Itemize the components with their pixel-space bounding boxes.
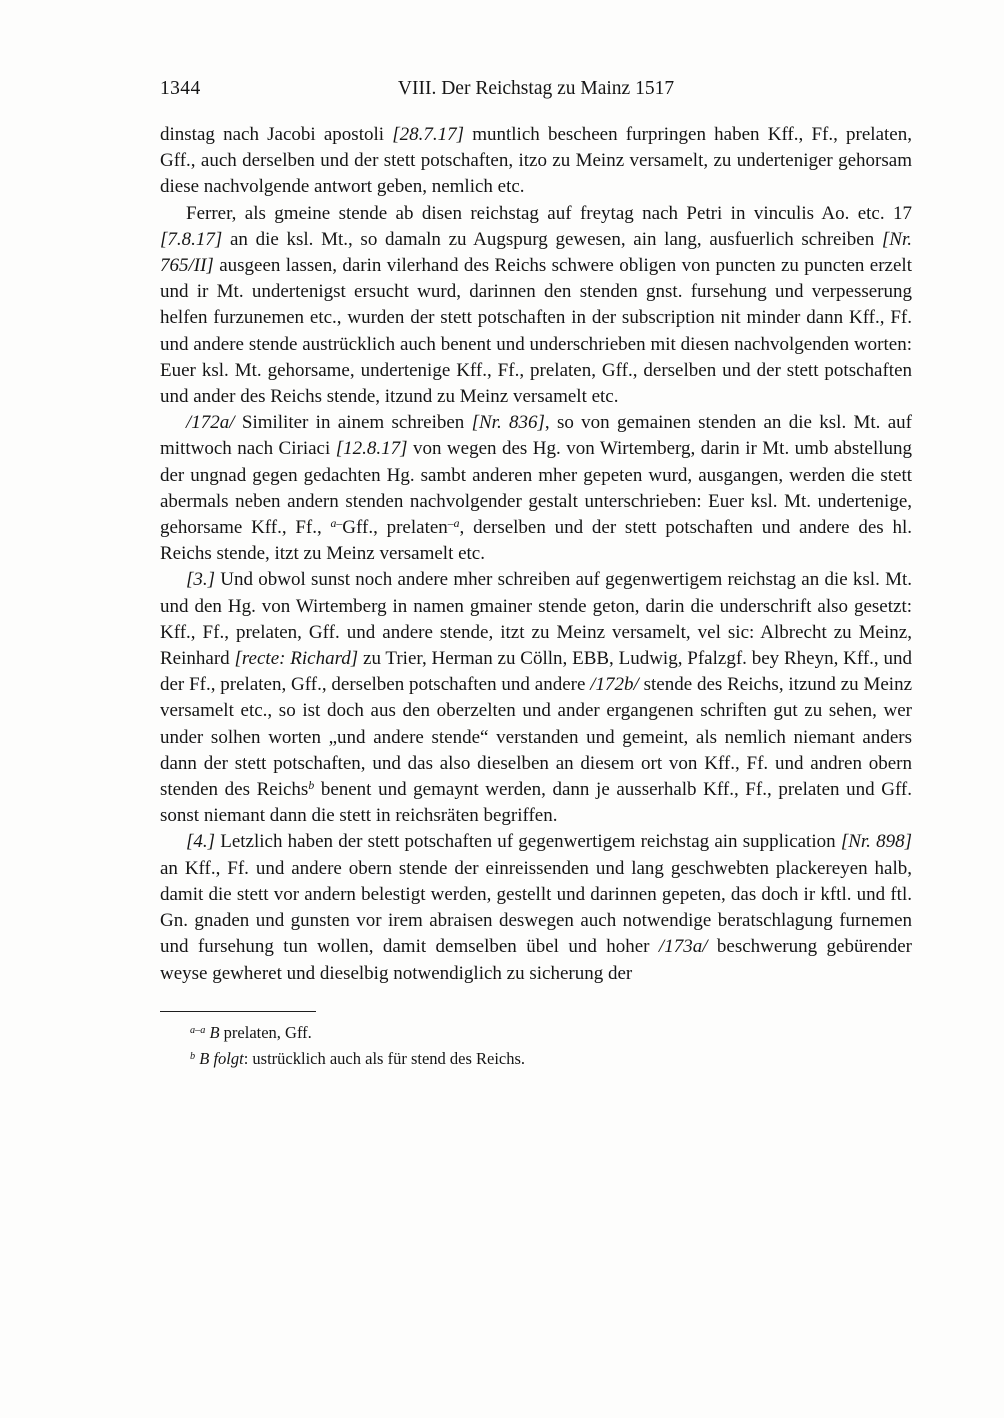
editorial-text: [4.] xyxy=(186,831,216,853)
footnote-marker: b xyxy=(190,1051,196,1063)
body-text xyxy=(160,122,912,987)
text-run: dinstag nach Jacobi apostoli xyxy=(160,124,393,145)
running-head: VIII. Der Reichstag zu Mainz 1517 xyxy=(397,78,675,99)
text-run: Letzlich haben der stett potschaften uf gegenwertigem reichstag ain supplication xyxy=(215,831,841,853)
text-run: , derselben und der stett potschaften und andere des hl. Reichs stende, itzt zu Meinz versamelt etc. xyxy=(160,517,912,565)
paragraph xyxy=(160,829,912,986)
apparatus-marker: b xyxy=(308,779,315,793)
page-number: 1344 xyxy=(160,78,201,99)
editorial-text: /173a/ xyxy=(658,936,708,958)
apparatus-marker: a– xyxy=(330,517,343,531)
text-run: an Kff., Ff. und andere obern stende der einreissenden und lang geschwebten plackereyen halb, damit die stett vor andern belestigt werden, gestellt und darinnen gepeten, das doch ir kftl. und ftl. Gn. gnaden und gunsten vor irem abraisen deswegen auch notwendige beratschlagung furnemen und fursehung tun wollen, damit demselben übel und hoher xyxy=(160,857,912,958)
text-run: von wegen des Hg. von Wirtemberg, darin ir Mt. umb abstellung der ungnad gegen gedachten Hg. sambt anderen mher gepeten wurd, ausgangen, werden die stett abermals neben andern stenden nachvolgender gestalt unterschrieben: Euer ksl. Mt. undertenige, gehorsame Kff., Ff., xyxy=(160,438,912,539)
text-run: Ferrer, als gmeine stende ab disen reichstag auf freytag nach Petri in vinculis Ao. etc. 17 xyxy=(186,202,912,224)
text-run: beschwerung gebürender weyse gewheret und dieselbig notwendiglich zu sicherung der xyxy=(160,936,913,984)
text-run: muntlich bescheen furpringen haben Kff., Ff., prelaten, Gff., auch derselben und der stett potschaften, itzo zu Meinz versamelt, zu underteniger gehorsam diese nachvolgende antwort geben, nemlich etc. xyxy=(160,124,912,198)
footnote-section xyxy=(160,1011,912,1073)
editorial-text: [Nr. 765/II] xyxy=(160,228,912,277)
editorial-text: [Nr. 836] xyxy=(471,412,545,434)
editorial-text: [28.7.17] xyxy=(392,124,465,145)
editorial-text: B folgt xyxy=(199,1049,244,1069)
editorial-text: B xyxy=(209,1022,220,1042)
text-run: Und obwol sunst noch andere mher schreiben auf gegenwertigem reichstag an die ksl. Mt. und den Hg. von Wirtemberg in namen gmainer stende geton, darin die underschrift also gesetzt: Kff., Ff., prelaten, Gff. und andere stende, itzt zu Meinz versamelt, vel sic: Albrecht zu Meinz, Reinhard xyxy=(160,569,912,670)
text-run: ausgeen lassen, darin vilerhand des Reichs schwere obligen von puncten zu puncten erzelt und ir Mt. undertenigst ersucht wurd, darinnen den stenden gnst. fursehung und verpesserung helfen furzunemen etc., wurden der stett potschaften in der subscription nit minder dann Kff., Ff. und andere stende austrücklich auch benent und underschrieben mit diesen nachvolgenden worten: Euer ksl. Mt. gehorsame, undertenige Kff., Ff., prelaten, Gff., derselben und der stett potschaften und ander des Reichs stende, itzund zu Meinz versamelt etc. xyxy=(160,255,912,408)
editorial-text: [Nr. 898] xyxy=(840,831,912,853)
text-run: zu Trier, Herman zu Cölln, EBB, Ludwig, Pfalzgf. bey Rheyn, Kff., und der Ff., prelaten, Gff., derselben potschaften und andere xyxy=(160,648,912,696)
text-run: : ustrücklich auch als für stend des Reichs. xyxy=(243,1049,526,1069)
text-block xyxy=(160,76,912,1073)
footnote-list xyxy=(160,1020,912,1073)
text-run: an die ksl. Mt., so damaln zu Augspurg gewesen, ain lang, ausfuerlich schreiben xyxy=(222,228,882,250)
editorial-text: [12.8.17] xyxy=(335,438,408,460)
footnote-marker: a–a xyxy=(190,1024,206,1036)
editorial-text: /172a/ xyxy=(186,412,235,434)
text-run: benent und gemaynt werden, dann je ausserhalb Kff., Ff., prelaten und Gff. sonst niemant dann die stett in reichsräten begriffen. xyxy=(160,779,913,827)
page-header xyxy=(160,76,912,106)
text-run: Gff., prelaten xyxy=(342,517,448,539)
text-run: , so von gemainen stenden an die ksl. Mt. auf mittwoch nach Ciriaci xyxy=(160,412,912,460)
footnote xyxy=(160,1046,912,1073)
editorial-text: [recte: Richard] xyxy=(234,648,359,670)
apparatus-marker: –a xyxy=(447,517,460,531)
footnote-separator xyxy=(160,1011,316,1012)
editorial-text: [3.] xyxy=(186,569,216,591)
paragraph xyxy=(160,567,912,829)
text-run: Similiter in ainem schreiben xyxy=(234,412,472,434)
editorial-text: [7.8.17] xyxy=(160,228,223,250)
text-run: stende des Reichs, itzund zu Meinz versamelt etc., so ist doch aus den oberzelten und ander ergangenen schriften gut zu sehen, wer under solhen worten „und andere stende“ verstanden und gemeint, als nemlich niemant anders dann der stett potschaften, und das also dieselben an diesem ort von Kff., Ff. und andren obern stenden des Reichs xyxy=(160,674,913,801)
paragraph xyxy=(160,410,912,567)
paragraph xyxy=(160,201,912,411)
paragraph xyxy=(160,122,912,201)
footnote xyxy=(160,1020,912,1047)
editorial-text: /172b/ xyxy=(590,674,639,696)
text-run: prelaten, Gff. xyxy=(219,1022,312,1042)
